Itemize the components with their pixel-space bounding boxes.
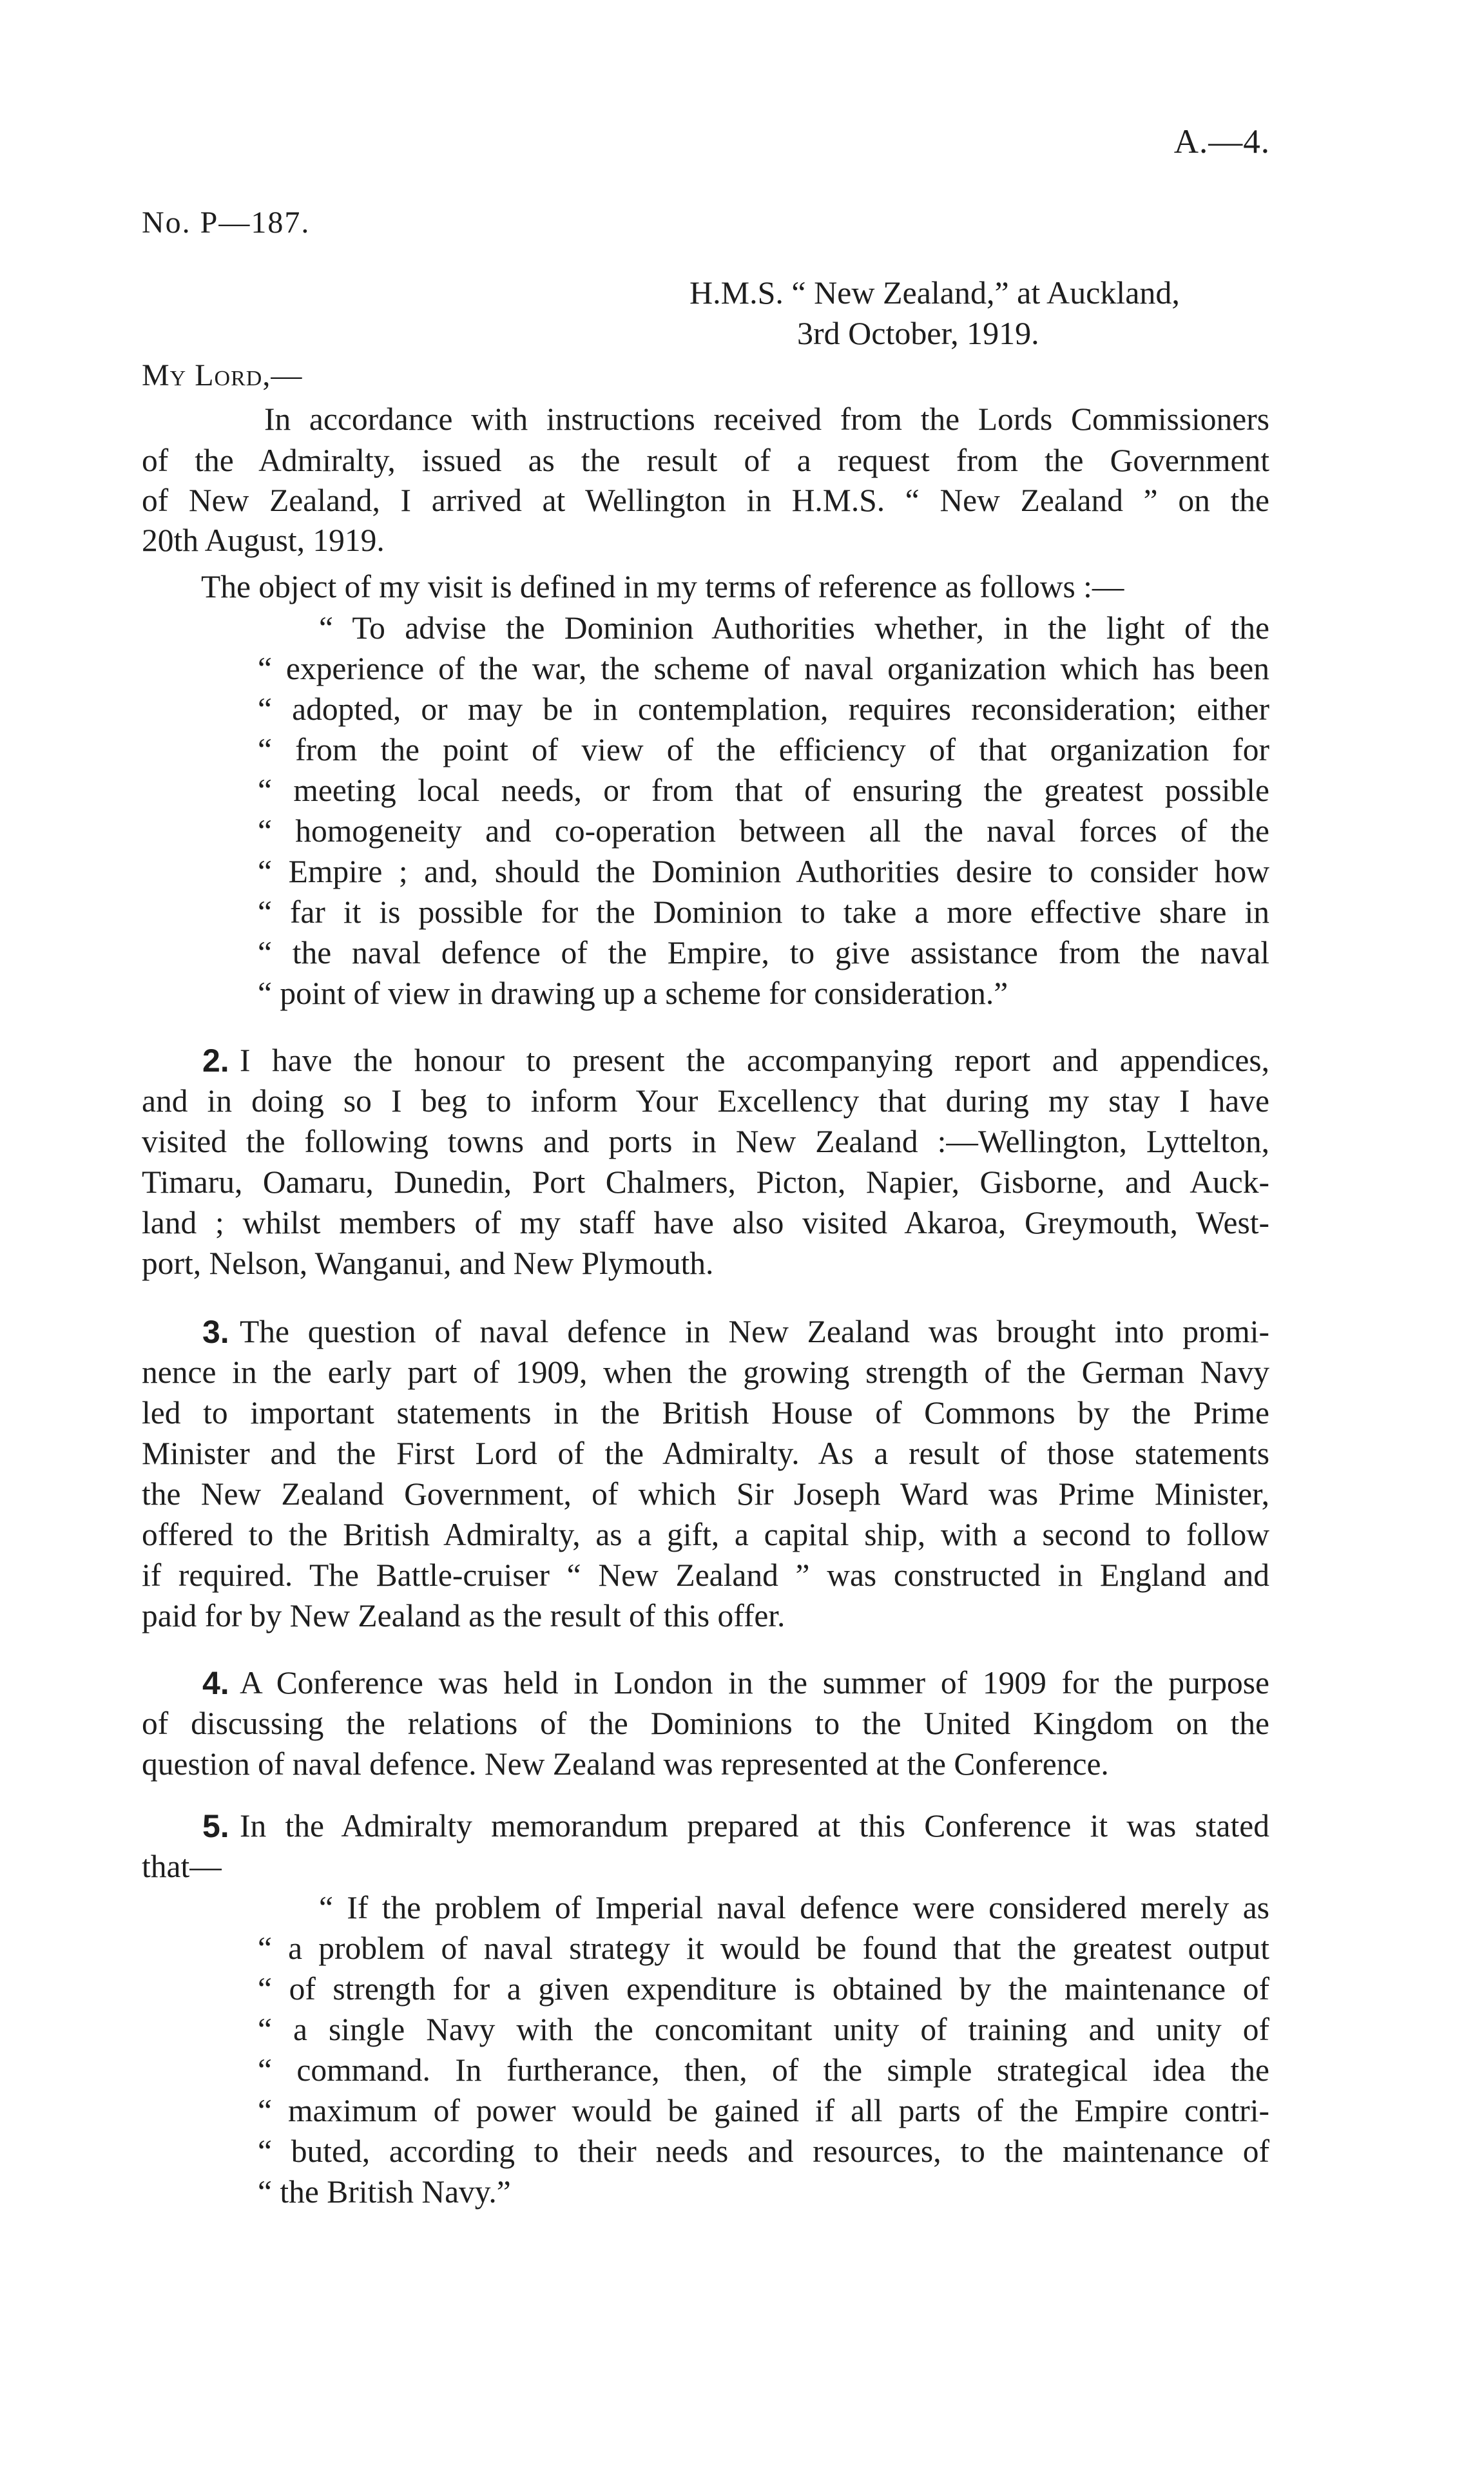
- quote1-line: “ experience of the war, the scheme of naval organization which has been: [258, 651, 1269, 686]
- para2-line-1: I have the honour to present the accompanying report and appendices,: [240, 1043, 1269, 1078]
- quote2-line: “ If the problem of Imperial naval defence were considered merely as: [319, 1890, 1269, 1925]
- para3-line: led to important statements in the British House of Commons by the Prime: [142, 1395, 1269, 1430]
- para4-line-1: A Conference was held in London in the summer of 1909 for the purpose: [240, 1665, 1269, 1700]
- para3-line: paid for by New Zealand as the result of this offer.: [142, 1598, 785, 1633]
- paragraph-number: 5.: [202, 1808, 229, 1844]
- para3-line: if required. The Battle-cruiser “ New Zealand ” was constructed in England and: [142, 1557, 1269, 1593]
- quote1-line: “ Empire ; and, should the Dominion Authorities desire to consider how: [258, 854, 1269, 889]
- quote2-line: “ command. In furtherance, then, of the simple strategical idea the: [258, 2052, 1269, 2088]
- para1-line-1: In accordance with instructions received from the Lords Commissioners: [264, 401, 1269, 437]
- quote1-line: “ To advise the Dominion Authorities whether, in the light of the: [319, 610, 1269, 646]
- quote1-line: “ from the point of view of the efficiency of that organization for: [258, 732, 1269, 767]
- para2-line: land ; whilst members of my staff have also visited Akaroa, Greymouth, West-: [142, 1205, 1269, 1240]
- para3-line: offered to the British Admiralty, as a gift, a capital ship, with a second to follow: [142, 1517, 1269, 1552]
- para4-line: question of naval defence. New Zealand was represented at the Conference.: [142, 1746, 1109, 1782]
- quote1-line: “ adopted, or may be in contemplation, requires reconsideration; either: [258, 691, 1269, 727]
- paragraph-number: 4.: [202, 1665, 229, 1701]
- para2-line: visited the following towns and ports in New Zealand :—Wellington, Lyttelton,: [142, 1124, 1269, 1159]
- para1-line-2: of the Admiralty, issued as the result of a request from the Government: [142, 443, 1269, 478]
- para1-line-4: 20th August, 1919.: [142, 523, 385, 558]
- address-date: 3rd October, 1919.: [797, 315, 1039, 351]
- quote2-line: “ a single Navy with the concomitant unity of training and unity of: [258, 2012, 1269, 2047]
- paragraph-number: 2.: [202, 1043, 229, 1079]
- para4-line: of discussing the relations of the Dominions to the United Kingdom on the: [142, 1706, 1269, 1741]
- paragraph-number: 3.: [202, 1314, 229, 1350]
- para1-line-3: of New Zealand, I arrived at Wellington in H.M.S. “ New Zealand ” on the: [142, 483, 1269, 518]
- quote2-line: “ maximum of power would be gained if all parts of the Empire contri-: [258, 2093, 1269, 2128]
- para2-line: and in doing so I beg to inform Your Excellency that during my stay I have: [142, 1083, 1269, 1119]
- para2-line: Timaru, Oamaru, Dunedin, Port Chalmers, Picton, Napier, Gisborne, and Auck-: [142, 1164, 1269, 1200]
- quote2-line: “ of strength for a given expenditure is obtained by the maintenance of: [258, 1971, 1269, 2007]
- quote1-line: “ meeting local needs, or from that of ensuring the greatest possible: [258, 773, 1269, 808]
- quote2-line: “ a problem of naval strategy it would be found that the greatest output: [258, 1931, 1269, 1966]
- para3-line: nence in the early part of 1909, when the growing strength of the German Navy: [142, 1354, 1269, 1390]
- document-reference: A.—4.: [1173, 123, 1270, 160]
- quote2-line: “ the British Navy.”: [258, 2174, 511, 2210]
- object-intro: The object of my visit is defined in my terms of reference as follows :—: [201, 569, 1124, 604]
- address-line-1: H.M.S. “ New Zealand,” at Auckland,: [689, 275, 1180, 311]
- salutation: My Lord,—: [142, 358, 303, 392]
- quote1-line: “ far it is possible for the Dominion to take a more effective share in: [258, 894, 1269, 930]
- file-number: No. P—187.: [142, 206, 311, 240]
- para5-line-1: In the Admiralty memorandum prepared at this Conference it was stated: [240, 1808, 1269, 1844]
- quote1-line: “ point of view in drawing up a scheme for consideration.”: [258, 976, 1008, 1011]
- para3-line: the New Zealand Government, of which Sir Joseph Ward was Prime Minister,: [142, 1476, 1269, 1512]
- para3-line: Minister and the First Lord of the Admiralty. As a result of those statements: [142, 1436, 1269, 1471]
- para5-line: that—: [142, 1849, 222, 1884]
- quote2-line: “ buted, according to their needs and resources, to the maintenance of: [258, 2134, 1269, 2169]
- para2-line: port, Nelson, Wanganui, and New Plymouth.: [142, 1246, 714, 1281]
- quote1-line: “ the naval defence of the Empire, to give assistance from the naval: [258, 935, 1269, 970]
- quote1-line: “ homogeneity and co-operation between all the naval forces of the: [258, 813, 1269, 849]
- para3-line-1: The question of naval defence in New Zealand was brought into promi-: [240, 1314, 1269, 1349]
